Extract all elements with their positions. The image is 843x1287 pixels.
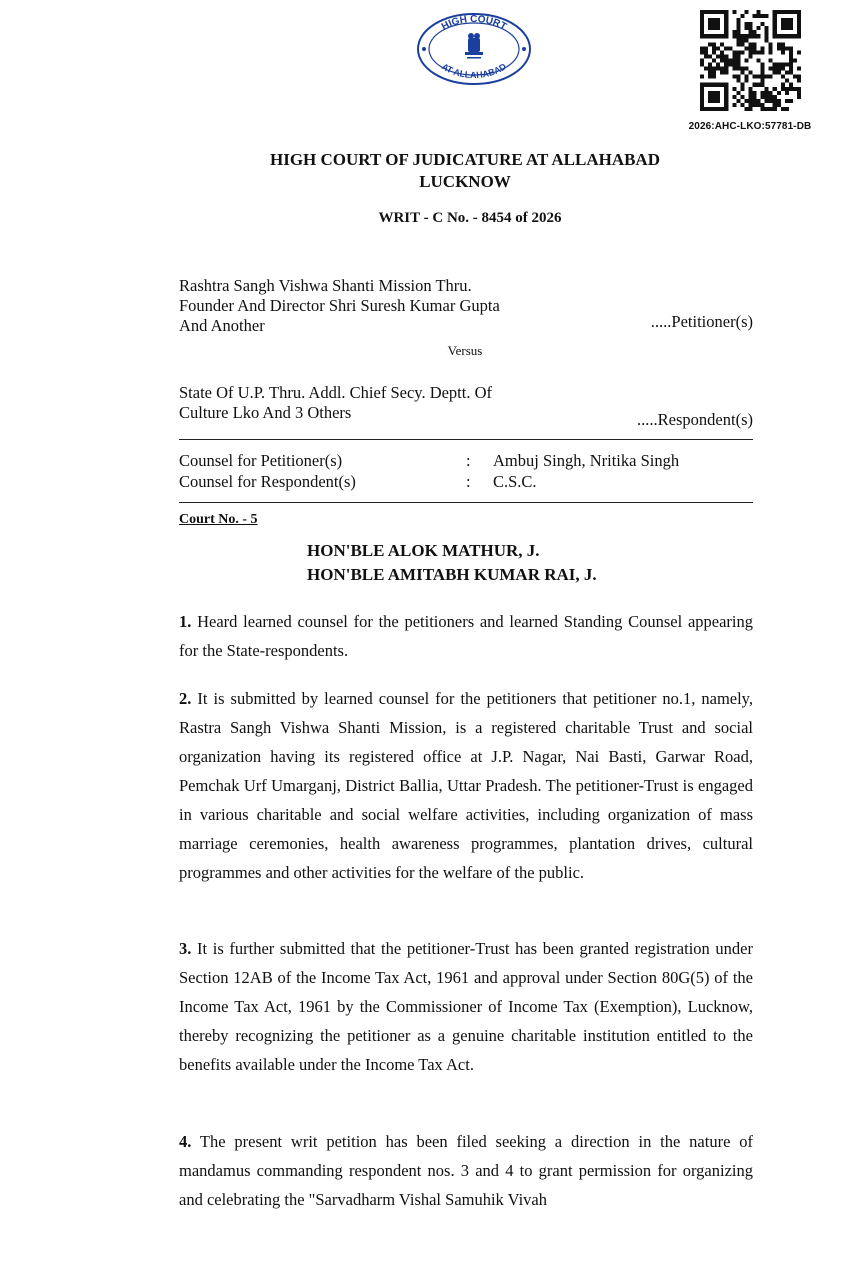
seal-top-text: HIGH COURT [439, 13, 509, 33]
qr-code-icon [700, 10, 801, 111]
emblem-icon [465, 33, 483, 59]
respondent-name [179, 383, 492, 423]
paragraph-number: 3. [179, 939, 192, 958]
paragraph-text: The present writ petition has been filed seeking a direction in the nature of mandamus commanding respondent nos. 3 and 4 to grant permission for organizing and celebrating the "Sarvadharm Vishal Samuhik Vivah [179, 1132, 753, 1209]
respondent-role: .....Respondent(s) [637, 410, 753, 429]
order-paragraph [179, 607, 753, 665]
counsel-label: Counsel for Respondent(s) [179, 472, 356, 491]
divider [179, 439, 753, 440]
high-court-seal-logo [416, 12, 532, 86]
order-paragraph [179, 1127, 753, 1214]
judge-name: HON'BLE AMITABH KUMAR RAI, J. [307, 565, 597, 584]
respondent-line: Culture Lko And 3 Others [179, 403, 352, 422]
counsel-value: Ambuj Singh, Nritika Singh [493, 451, 680, 470]
counsel-value: C.S.C. [493, 472, 537, 491]
paragraph-text: Heard learned counsel for the petitioners and learned Standing Counsel appearing for the State-respondents. [179, 612, 753, 660]
divider [179, 502, 753, 503]
counsel-respondent-row [179, 472, 753, 492]
petitioner-role: .....Petitioner(s) [650, 312, 753, 331]
order-paragraph [179, 934, 753, 1079]
petitioner-name [179, 276, 500, 336]
versus-label: Versus [447, 343, 483, 358]
neutral-citation-code: 2026:AHC-LKO:57781-DB [688, 121, 812, 132]
petitioner-line: Founder And Director Shri Suresh Kumar Gupta [179, 296, 500, 315]
order-paragraph [179, 684, 753, 887]
paragraph-text: It is further submitted that the petitioner-Trust has been granted registration under Section 12AB of the Income Tax Act, 1961 and approval under Section 80G(5) of the Income Tax Act, 1961 by the Commissioner of Income Tax (Exemption), Lucknow, thereby recognizing the petitioner as a genuine charitable institution entitled to the benefits available under the Income Tax Act. [179, 939, 753, 1074]
counsel-petitioner-row [179, 451, 753, 471]
petitioner-line: Rashtra Sangh Vishwa Shanti Mission Thru. [179, 276, 472, 295]
paragraph-number: 4. [179, 1132, 192, 1151]
counsel-separator: : [466, 472, 471, 491]
paragraph-number: 1. [179, 612, 192, 631]
seal-bottom-text: AT ALLAHABAD [439, 61, 509, 81]
petitioner-line: And Another [179, 316, 265, 335]
judge-name: HON'BLE ALOK MATHUR, J. [307, 541, 540, 560]
svg-text:AT ALLAHABAD [440, 61, 509, 80]
court-bench-location: LUCKNOW [419, 172, 511, 191]
court-title: HIGH COURT OF JUDICATURE AT ALLAHABAD [270, 150, 660, 169]
paragraph-text: It is submitted by learned counsel for the petitioners that petitioner no.1, namely, Rastra Sangh Vishwa Shanti Mission, is a registered charitable Trust and social organization having its registered office at J.P. Nagar, Nai Basti, Garwar Road, Pemchak Urf Umarganj, District Ballia, Uttar Pradesh. The petitioner-Trust is engaged in various charitable and social welfare activities, including organization of mass marriage ceremonies, health awareness programmes, plantation drives, cultural programmes and other activities for the welfare of the public. [179, 689, 753, 882]
counsel-separator: : [466, 451, 471, 470]
case-number: WRIT - C No. - 8454 of 2026 [378, 210, 562, 226]
paragraph-number: 2. [179, 689, 192, 708]
counsel-label: Counsel for Petitioner(s) [179, 451, 343, 470]
respondent-line: State Of U.P. Thru. Addl. Chief Secy. Deptt. Of [179, 383, 493, 402]
court-number: Court No. - 5 [179, 512, 258, 527]
